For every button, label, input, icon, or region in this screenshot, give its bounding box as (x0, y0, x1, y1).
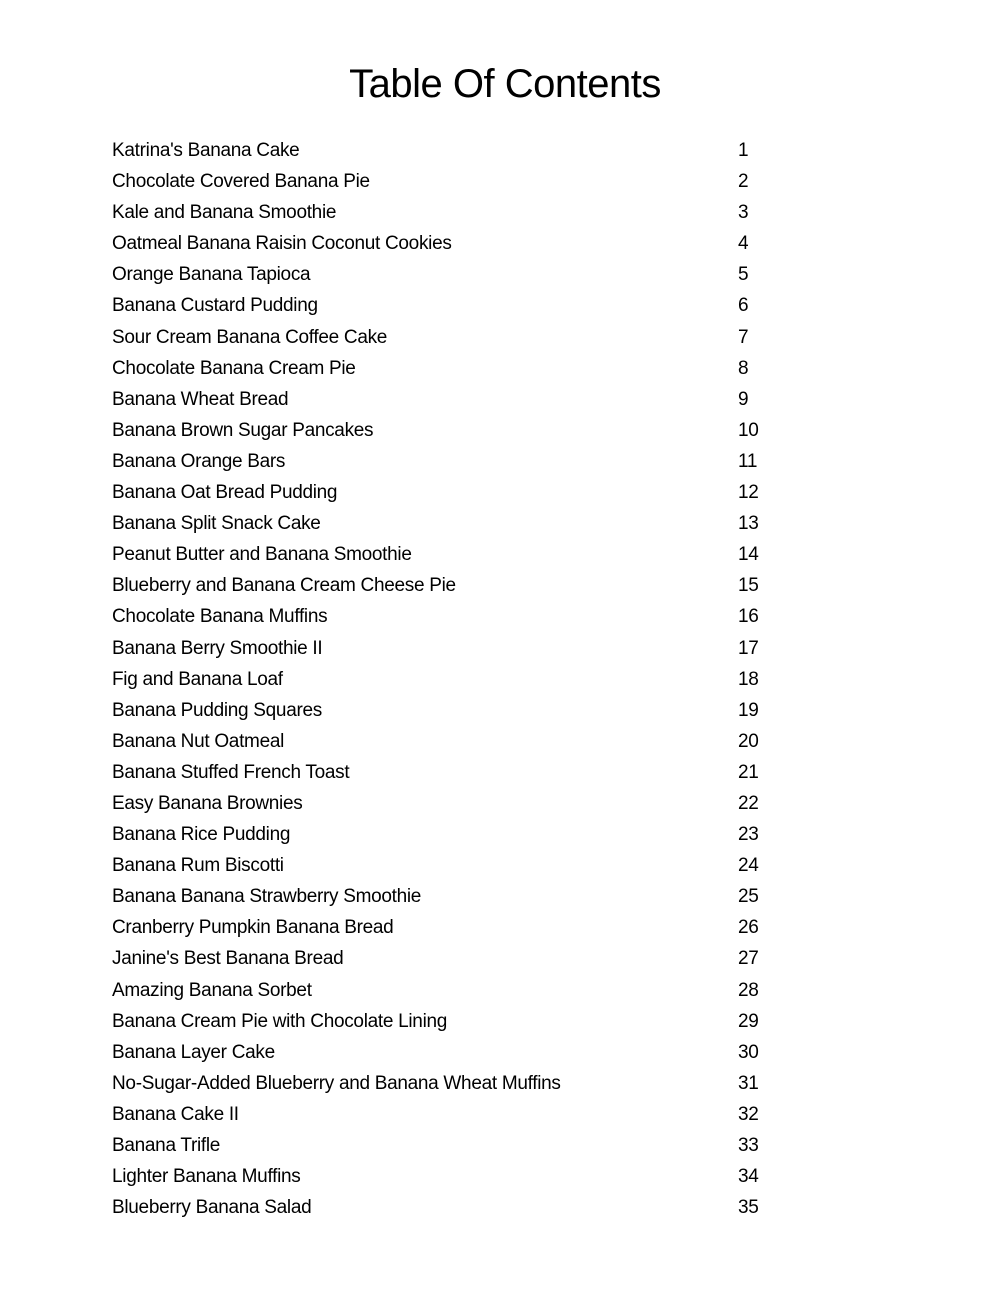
toc-entry-title: Kale and Banana Smoothie (112, 202, 337, 224)
toc-entry-page-number: 20 (738, 730, 759, 752)
toc-entry-title: Easy Banana Brownies (112, 792, 303, 814)
toc-entry[interactable] (112, 168, 812, 199)
toc-entry-title: Blueberry and Banana Cream Cheese Pie (112, 575, 456, 597)
toc-entry-page-number: 33 (738, 1135, 759, 1156)
toc-entry[interactable] (112, 386, 812, 417)
toc-entry[interactable] (112, 790, 812, 821)
toc-entry-title: Banana Nut Oatmeal (112, 730, 285, 752)
toc-entry-page-number: 5 (738, 264, 749, 286)
toc-entry-page-number: 32 (738, 1103, 759, 1125)
toc-entry[interactable] (112, 199, 812, 230)
toc-entry-title: Banana Oat Bread Pudding (112, 482, 338, 504)
toc-entry-title: Blueberry Banana Salad (112, 1197, 312, 1219)
toc-entry[interactable] (112, 417, 812, 448)
toc-entry-page-number: 24 (738, 855, 759, 877)
toc-entry-title: Katrina's Banana Cake (112, 140, 300, 161)
toc-entry-page-number: 23 (738, 824, 759, 846)
toc-entry-title: Banana Stuffed French Toast (112, 761, 350, 783)
toc-entry-title: Oatmeal Banana Raisin Coconut Cookies (112, 233, 452, 255)
toc-entry-page-number: 17 (738, 637, 759, 659)
toc-entry-title: Banana Custard Pudding (112, 295, 318, 317)
toc-entry-page-number: 15 (738, 575, 759, 597)
toc-entry[interactable] (112, 1008, 812, 1039)
toc-entry[interactable] (112, 510, 812, 541)
toc-entry[interactable] (112, 914, 812, 945)
toc-entry-page-number: 16 (738, 606, 759, 628)
toc-entry[interactable] (112, 1101, 812, 1132)
toc-entry-page-number: 27 (738, 948, 759, 970)
toc-entry[interactable] (112, 324, 812, 355)
toc-entry-page-number: 18 (738, 668, 759, 690)
toc-entry-title: Fig and Banana Loaf (112, 668, 283, 690)
toc-entry[interactable] (112, 697, 812, 728)
toc-entry-page-number: 25 (738, 886, 759, 908)
toc-entry-title: Chocolate Banana Muffins (112, 606, 328, 628)
toc-entry-title: Banana Orange Bars (112, 450, 286, 472)
toc-entry[interactable] (112, 261, 812, 292)
toc-entry-page-number: 19 (738, 699, 759, 721)
toc-entry-title: Banana Cream Pie with Chocolate Lining (112, 1010, 448, 1032)
toc-entry-page-number: 30 (738, 1041, 759, 1063)
toc-entry-page-number: 3 (738, 202, 749, 224)
toc-entry[interactable] (112, 448, 812, 479)
toc-entry[interactable] (112, 852, 812, 883)
toc-entry[interactable] (112, 603, 812, 634)
toc-entry-page-number: 34 (738, 1166, 759, 1188)
toc-entry[interactable] (112, 1039, 812, 1070)
table-of-contents-list (112, 137, 812, 1225)
toc-entry-title: Banana Cake II (112, 1103, 239, 1125)
toc-entry[interactable] (112, 479, 812, 510)
toc-entry-page-number: 4 (738, 233, 749, 255)
toc-entry-title: Orange Banana Tapioca (112, 264, 311, 286)
toc-entry-title: Banana Berry Smoothie II (112, 637, 323, 659)
toc-entry-title: No-Sugar-Added Blueberry and Banana Wheat Muffins (112, 1072, 561, 1094)
toc-entry[interactable] (112, 728, 812, 759)
toc-entry[interactable] (112, 292, 812, 323)
toc-entry[interactable] (112, 541, 812, 572)
toc-entry-page-number: 11 (738, 450, 758, 472)
toc-entry-page-number: 31 (738, 1072, 759, 1094)
toc-entry-page-number: 28 (738, 979, 759, 1001)
toc-entry-page-number: 13 (738, 513, 759, 535)
toc-entry-title: Cranberry Pumpkin Banana Bread (112, 917, 394, 939)
toc-entry-title: Banana Rice Pudding (112, 824, 291, 846)
toc-entry-page-number: 7 (738, 326, 749, 348)
toc-entry-title: Lighter Banana Muffins (112, 1166, 301, 1188)
toc-entry-title: Banana Layer Cake (112, 1041, 275, 1063)
toc-entry[interactable] (112, 137, 812, 168)
toc-entry[interactable] (112, 1163, 812, 1194)
toc-entry-title: Banana Banana Strawberry Smoothie (112, 886, 422, 908)
toc-entry[interactable] (112, 635, 812, 666)
toc-entry-title: Janine's Best Banana Bread (112, 948, 344, 970)
toc-entry[interactable] (112, 821, 812, 852)
toc-entry-title: Banana Split Snack Cake (112, 513, 321, 535)
toc-entry[interactable] (112, 1194, 812, 1225)
toc-entry-title: Sour Cream Banana Coffee Cake (112, 326, 388, 348)
toc-entry-title: Banana Trifle (112, 1135, 221, 1156)
toc-entry-page-number: 35 (738, 1197, 759, 1219)
toc-entry-page-number: 10 (738, 419, 759, 441)
toc-entry-title: Amazing Banana Sorbet (112, 979, 312, 1001)
toc-entry-page-number: 26 (738, 917, 759, 939)
toc-entry-page-number: 29 (738, 1010, 759, 1032)
toc-entry-title: Chocolate Covered Banana Pie (112, 171, 370, 193)
toc-entry-page-number: 9 (738, 388, 749, 410)
page-title: Table Of Contents (349, 62, 661, 106)
toc-entry-page-number: 8 (738, 357, 749, 379)
toc-entry-title: Banana Wheat Bread (112, 388, 289, 410)
toc-entry-title: Banana Brown Sugar Pancakes (112, 419, 374, 441)
toc-entry[interactable] (112, 666, 812, 697)
toc-entry[interactable] (112, 977, 812, 1008)
toc-entry-page-number: 22 (738, 792, 759, 814)
toc-entry[interactable] (112, 1070, 812, 1101)
toc-entry-title: Banana Pudding Squares (112, 699, 322, 721)
toc-entry-page-number: 6 (738, 295, 749, 317)
toc-entry-page-number: 14 (738, 544, 759, 566)
toc-entry[interactable] (112, 355, 812, 386)
toc-entry[interactable] (112, 1132, 812, 1163)
toc-entry-title: Banana Rum Biscotti (112, 855, 284, 877)
toc-entry[interactable] (112, 230, 812, 261)
toc-entry-title: Chocolate Banana Cream Pie (112, 357, 356, 379)
toc-entry[interactable] (112, 572, 812, 603)
toc-entry[interactable] (112, 759, 812, 790)
toc-entry-page-number: 1 (738, 140, 749, 161)
toc-entry-page-number: 12 (738, 482, 759, 504)
toc-entry-page-number: 2 (738, 171, 749, 193)
toc-entry-title: Peanut Butter and Banana Smoothie (112, 544, 412, 566)
toc-entry-page-number: 21 (738, 761, 759, 783)
toc-entry[interactable] (112, 945, 812, 976)
toc-entry[interactable] (112, 883, 812, 914)
